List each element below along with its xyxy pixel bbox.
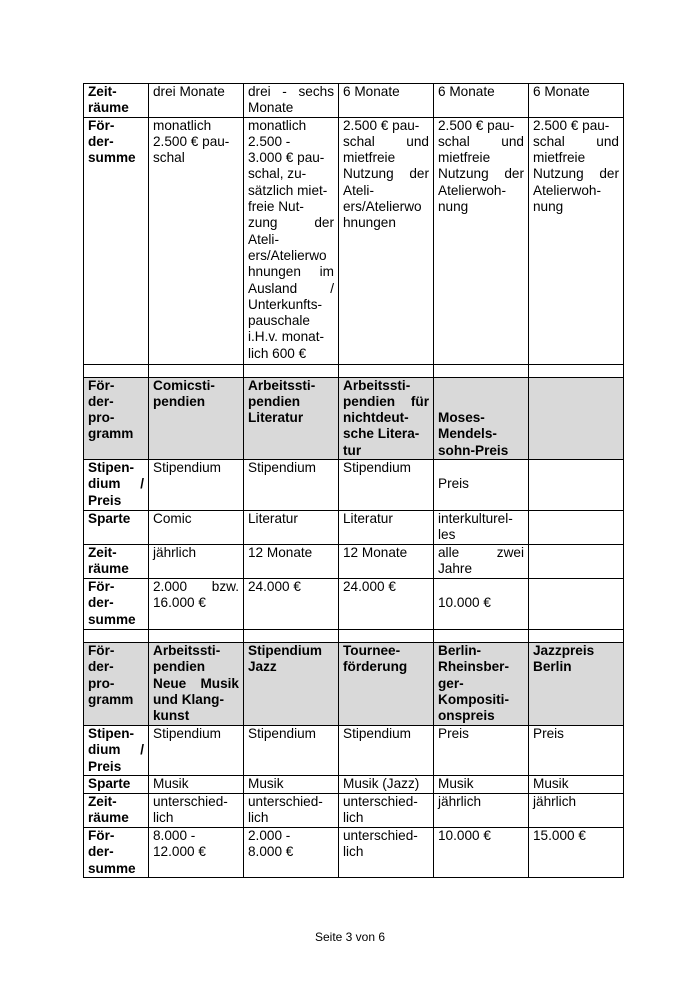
table-cell: 24.000 € bbox=[339, 579, 434, 630]
spacer-cell bbox=[339, 630, 434, 643]
table-cell: 2.500 € pau- schal und mietfreie Nutzung der Ateli- ers/Atelierwo hnungen bbox=[339, 117, 434, 364]
table-cell: Preis bbox=[434, 460, 529, 511]
row-label-cell: Zeit- räume bbox=[84, 545, 149, 579]
table-cell: 6 Monate bbox=[434, 84, 529, 118]
table-cell: 24.000 € bbox=[244, 579, 339, 630]
table-cell: monatlich 2.500 - 3.000 € pau- schal, zu- sätzlich miet- freie Nut- zung der Ateli- ers/Atelierwo hnungen im Ausland / Unterkunfts- pauschale i.H.v. monat- lich 600 € bbox=[244, 117, 339, 364]
spacer-cell bbox=[149, 630, 244, 643]
table-cell: Arbeitssti- pendien für nichtdeut- sche Litera- tur bbox=[339, 377, 434, 459]
spacer-cell bbox=[84, 630, 149, 643]
table-cell: Preis bbox=[434, 726, 529, 776]
table-cell: 8.000 - 12.000 € bbox=[149, 827, 244, 877]
spacer-cell bbox=[339, 364, 434, 377]
table-cell: Musik bbox=[149, 775, 244, 793]
table-cell: jährlich bbox=[529, 793, 624, 827]
table-cell bbox=[529, 377, 624, 459]
spacer-cell bbox=[529, 364, 624, 377]
table-cell: Musik bbox=[529, 775, 624, 793]
spacer-cell bbox=[434, 630, 529, 643]
table-cell bbox=[529, 545, 624, 579]
table-cell: alle zwei Jahre bbox=[434, 545, 529, 579]
table-cell: Comic bbox=[149, 511, 244, 545]
table-cell: Preis bbox=[529, 726, 624, 776]
row-label-cell: Sparte bbox=[84, 511, 149, 545]
spacer-cell bbox=[244, 630, 339, 643]
row-zeitraeume bbox=[84, 84, 624, 118]
row-sparte bbox=[84, 775, 624, 793]
table-cell: 2.000 - 8.000 € bbox=[244, 827, 339, 877]
table-cell: Berlin- Rheinsber- ger- Kompositi- onspreis bbox=[434, 643, 529, 726]
spacer-row bbox=[84, 630, 624, 643]
table-cell: 2.500 € pau- schal und mietfreie Nutzung der Atelierwoh- nung bbox=[529, 117, 624, 364]
spacer-cell bbox=[434, 364, 529, 377]
spacer-cell bbox=[529, 630, 624, 643]
table-cell: unterschied- lich bbox=[244, 793, 339, 827]
table-cell: 2.500 € pau- schal und mietfreie Nutzung der Atelierwoh- nung bbox=[434, 117, 529, 364]
spacer-cell bbox=[149, 364, 244, 377]
row-label-cell: För- der- pro- gramm bbox=[84, 377, 149, 459]
table-cell: Arbeitssti- pendien Literatur bbox=[244, 377, 339, 459]
row-label-cell: Zeit- räume bbox=[84, 793, 149, 827]
table-cell: unterschied- lich bbox=[149, 793, 244, 827]
table-cell: Stipendium bbox=[149, 460, 244, 511]
row-foerdersumme bbox=[84, 579, 624, 630]
table-cell: drei Monate bbox=[149, 84, 244, 118]
row-label-cell: För- der- summe bbox=[84, 117, 149, 364]
row-label-cell: Zeit- räume bbox=[84, 84, 149, 118]
table-cell: 10.000 € bbox=[434, 579, 529, 630]
table-cell bbox=[529, 511, 624, 545]
row-label-cell: Stipen- dium / Preis bbox=[84, 460, 149, 511]
table-cell: unterschied- lich bbox=[339, 827, 434, 877]
row-label-cell: För- der- summe bbox=[84, 579, 149, 630]
row-zeitraeume bbox=[84, 793, 624, 827]
table-cell: 6 Monate bbox=[339, 84, 434, 118]
funding-table-body bbox=[84, 84, 624, 878]
table-cell: Literatur bbox=[339, 511, 434, 545]
table-cell: 2.000 bzw. 16.000 € bbox=[149, 579, 244, 630]
spacer-row bbox=[84, 364, 624, 377]
table-cell: Jazzpreis Berlin bbox=[529, 643, 624, 726]
row-sparte bbox=[84, 511, 624, 545]
row-zeitraeume bbox=[84, 545, 624, 579]
table-cell: Stipendium bbox=[244, 460, 339, 511]
page-footer: Seite 3 von 6 bbox=[314, 930, 386, 944]
table-cell bbox=[529, 460, 624, 511]
table-cell bbox=[529, 579, 624, 630]
row-foerdersumme bbox=[84, 117, 624, 364]
table-cell: 12 Monate bbox=[339, 545, 434, 579]
table-cell: Stipendium bbox=[339, 460, 434, 511]
table-cell: drei - sechs Monate bbox=[244, 84, 339, 118]
table-cell: Musik (Jazz) bbox=[339, 775, 434, 793]
table-cell: monatlich 2.500 € pau- schal bbox=[149, 117, 244, 364]
table-cell: Stipendium bbox=[244, 726, 339, 776]
row-foerdersumme bbox=[84, 827, 624, 877]
table-cell: Tournee- förderung bbox=[339, 643, 434, 726]
table-cell: interkulturel- les bbox=[434, 511, 529, 545]
funding-table bbox=[83, 83, 624, 878]
spacer-cell bbox=[84, 364, 149, 377]
table-cell: jährlich bbox=[434, 793, 529, 827]
row-label-cell: För- der- summe bbox=[84, 827, 149, 877]
table-cell: Stipendium Jazz bbox=[244, 643, 339, 726]
table-cell: Musik bbox=[244, 775, 339, 793]
table-cell: Stipendium bbox=[339, 726, 434, 776]
table-cell: 6 Monate bbox=[529, 84, 624, 118]
table-cell: Literatur bbox=[244, 511, 339, 545]
row-label-cell: För- der- pro- gramm bbox=[84, 643, 149, 726]
row-stipendium-preis bbox=[84, 726, 624, 776]
table-cell: Moses- Mendels- sohn-Preis bbox=[434, 377, 529, 459]
row-label-cell: Sparte bbox=[84, 775, 149, 793]
table-cell: Comicsti- pendien bbox=[149, 377, 244, 459]
table-cell: 10.000 € bbox=[434, 827, 529, 877]
table-cell: unterschied- lich bbox=[339, 793, 434, 827]
row-foerderprogramm bbox=[84, 377, 624, 459]
table-cell: Arbeitssti- pendien Neue Musik und Klang- kunst bbox=[149, 643, 244, 726]
row-foerderprogramm bbox=[84, 643, 624, 726]
row-label-cell: Stipen- dium / Preis bbox=[84, 726, 149, 776]
table-cell: 15.000 € bbox=[529, 827, 624, 877]
table-cell: Musik bbox=[434, 775, 529, 793]
row-stipendium-preis bbox=[84, 460, 624, 511]
spacer-cell bbox=[244, 364, 339, 377]
table-cell: jährlich bbox=[149, 545, 244, 579]
table-cell: 12 Monate bbox=[244, 545, 339, 579]
table-cell: Stipendium bbox=[149, 726, 244, 776]
